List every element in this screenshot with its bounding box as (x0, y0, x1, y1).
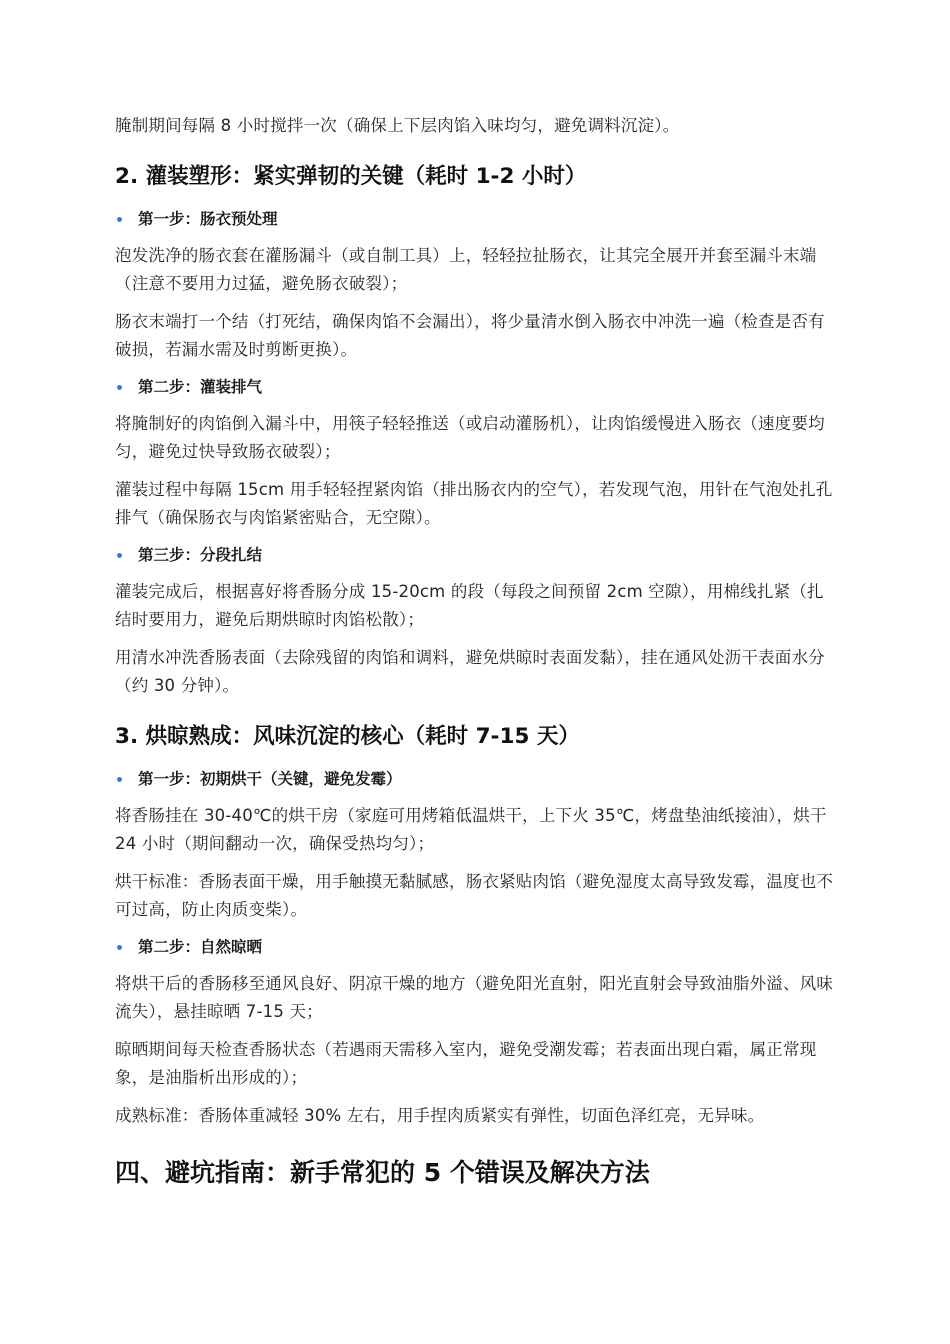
section-2-step-2 (115, 374, 840, 400)
paragraph: 用清水冲洗香肠表面（去除残留的肉馅和调料，避免烘晾时表面发黏），挂在通风处沥干表面水分（约 30 分钟）。 (115, 648, 825, 695)
paragraph: 将烘干后的香肠移至通风良好、阴凉干燥的地方（避免阳光直射，阳光直射会导致油脂外溢、风味流失），悬挂晾晒 7-15 天； (115, 974, 834, 1021)
bullet-icon (117, 385, 122, 390)
bullet-icon (117, 945, 122, 950)
section-3-step-1 (115, 766, 840, 792)
intro-paragraph: 腌制期间每隔 8 小时搅拌一次（确保上下层肉馅入味均匀，避免调料沉淀）。 (115, 116, 680, 135)
section-2-step-3 (115, 542, 840, 568)
paragraph: 烘干标准：香肠表面干燥，用手触摸无黏腻感，肠衣紧贴肉馅（避免湿度太高导致发霉，温度也不可过高，防止肉质变柴）。 (115, 872, 834, 919)
document-content (115, 112, 840, 1190)
paragraph: 将香肠挂在 30-40℃的烘干房（家庭可用烤箱低温烘干，上下火 35℃，烤盘垫油纸接油），烘干 24 小时（期间翻动一次，确保受热均匀）； (115, 806, 827, 853)
step-label: 第三步：分段扎结 (138, 546, 263, 564)
bullet-icon (117, 553, 122, 558)
paragraph: 泡发洗净的肠衣套在灌肠漏斗（或自制工具）上，轻轻拉扯肠衣，让其完全展开并套至漏斗末端（注意不要用力过猛，避免肠衣破裂）； (115, 246, 817, 293)
paragraph: 肠衣末端打一个结（打死结，确保肉馅不会漏出），将少量清水倒入肠衣中冲洗一遍（检查是否有破损，若漏水需及时剪断更换）。 (115, 312, 825, 359)
step-label: 第二步：自然晾晒 (138, 938, 263, 956)
section-3-step-2 (115, 934, 840, 960)
paragraph: 晾晒期间每天检查香肠状态（若遇雨天需移入室内，避免受潮发霉；若表面出现白霜，属正常现象，是油脂析出形成的）； (115, 1040, 817, 1087)
section-2-heading: 2. 灌装塑形：紧实弹韧的关键（耗时 1-2 小时） (115, 164, 587, 189)
paragraph: 成熟标准：香肠体重减轻 30% 左右，用手捏肉质紧实有弹性，切面色泽红亮，无异味。 (115, 1106, 765, 1125)
step-label: 第一步：肠衣预处理 (138, 210, 278, 228)
bullet-icon (117, 217, 122, 222)
paragraph: 灌装过程中每隔 15cm 用手轻轻捏紧肉馅（排出肠衣内的空气），若发现气泡，用针在气泡处扎孔排气（确保肠衣与肉馅紧密贴合，无空隙）。 (115, 480, 833, 527)
bullet-icon (117, 777, 122, 782)
section-3-heading: 3. 烘晾熟成：风味沉淀的核心（耗时 7-15 天） (115, 724, 580, 749)
step-label: 第二步：灌装排气 (138, 378, 263, 396)
step-label: 第一步：初期烘干（关键，避免发霉） (138, 770, 402, 788)
paragraph: 将腌制好的肉馅倒入漏斗中，用筷子轻轻推送（或启动灌肠机），让肉馅缓慢进入肠衣（速度要均匀，避免过快导致肠衣破裂）； (115, 414, 825, 461)
section-4-heading: 四、避坑指南：新手常犯的 5 个错误及解决方法 (115, 1158, 650, 1187)
paragraph: 灌装完成后，根据喜好将香肠分成 15-20cm 的段（每段之间预留 2cm 空隙），用棉线扎紧（扎结时要用力，避免后期烘晾时肉馅松散）； (115, 582, 824, 629)
section-2-step-1 (115, 206, 840, 232)
